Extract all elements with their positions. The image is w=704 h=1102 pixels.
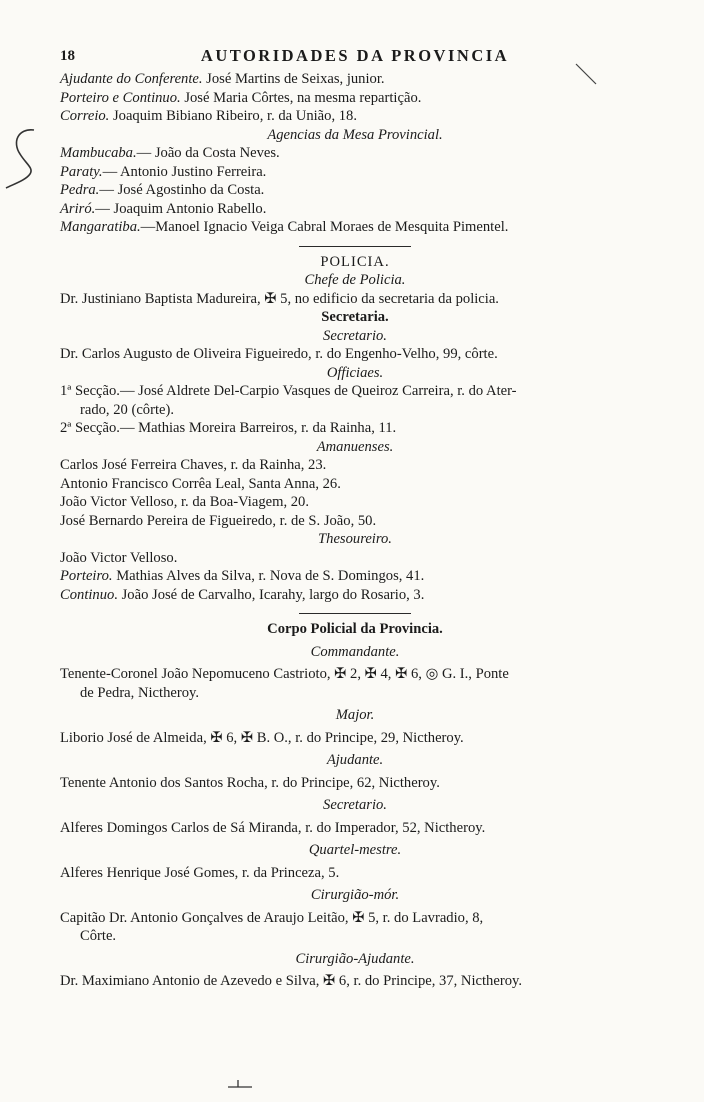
heading-amanuenses: Amanuenses. bbox=[316, 438, 394, 455]
entry-continuo: Continuo. João José de Carvalho, Icarahy, largo do Rosario, 3. bbox=[60, 586, 425, 603]
entry-amanuense: Carlos José Ferreira Chaves, r. da Rainha, 23. bbox=[60, 457, 327, 473]
heading-commandante: Commandante. bbox=[310, 643, 400, 660]
entry-line: Porteiro e Continuo. José Maria Côrtes, na mesma repartição. bbox=[60, 89, 422, 106]
entry-quartel-mestre: Alferes Henrique José Gomes, r. da Princeza, 5. bbox=[60, 864, 340, 881]
entry-secretario-corpo: Alferes Domingos Carlos de Sá Miranda, r. do Imperador, 52, Nictheroy. bbox=[60, 819, 486, 836]
agencia-line: Pedra.— José Agostinho da Costa. bbox=[60, 182, 265, 198]
agencia-line: Paraty.— Antonio Justino Ferreira. bbox=[60, 163, 267, 180]
document-page bbox=[60, 44, 650, 991]
entry-amanuense: José Bernardo Pereira de Figueiredo, r. de S. João, 50. bbox=[60, 512, 377, 529]
bottom-ink-mark bbox=[226, 1078, 256, 1092]
page-header bbox=[60, 44, 650, 70]
entry-porteiro: Porteiro. Mathias Alves da Silva, r. Nova de S. Domingos, 41. bbox=[60, 568, 425, 584]
heading-quartel-mestre: Quartel-mestre. bbox=[308, 842, 402, 858]
entry-line: Correio. Joaquim Bibiano Ribeiro, r. da União, 18. bbox=[60, 108, 357, 124]
heading-ajudante: Ajudante. bbox=[326, 752, 384, 768]
heading-secretaria: Secretaria. bbox=[321, 309, 389, 325]
entry-cirurgiao-ajudante: Dr. Maximiano Antonio de Azevedo e Silva, ✠ 6, r. do Principe, 37, Nictheroy. bbox=[60, 973, 522, 989]
heading-thesoureiro: Thesoureiro. bbox=[318, 531, 392, 547]
section-divider bbox=[299, 246, 411, 247]
entry-chefe: Dr. Justiniano Baptista Madureira, ✠ 5, no edificio da secretaria da policia. bbox=[60, 290, 499, 307]
heading-secretario: Secretario. bbox=[323, 327, 387, 344]
section-heading-agencias: Agencias da Mesa Provincial. bbox=[267, 126, 443, 143]
entry-commandante-cont: de Pedra, Nictheroy. bbox=[80, 684, 200, 701]
entry-amanuense: Antonio Francisco Corrêa Leal, Santa Anna, 26. bbox=[60, 475, 341, 492]
entry-cirurgiao-mor-cont: Côrte. bbox=[80, 928, 117, 944]
entry-cirurgiao-mor: Capitão Dr. Antonio Gonçalves de Araujo Leitão, ✠ 5, r. do Lavradio, 8, bbox=[60, 909, 484, 926]
heading-cirurgiao-mor: Cirurgião-mór. bbox=[310, 887, 400, 903]
section-title-corpo-policial: Corpo Policial da Provincia. bbox=[267, 621, 443, 637]
heading-secretario-corpo: Secretario. bbox=[323, 797, 387, 813]
section-divider bbox=[299, 613, 411, 614]
heading-chefe: Chefe de Policia. bbox=[304, 272, 406, 288]
entry-amanuense: João Victor Velloso, r. da Boa-Viagem, 20. bbox=[60, 494, 310, 510]
handwritten-hook-mark bbox=[4, 126, 44, 196]
entry-thesoureiro: João Victor Velloso. bbox=[60, 549, 178, 566]
heading-cirurgiao-ajudante: Cirurgião-Ajudante. bbox=[295, 950, 415, 967]
entry-line: Ajudante do Conferente. José Martins de Seixas, junior. bbox=[60, 71, 385, 87]
agencia-line: Ariró.— Joaquim Antonio Rabello. bbox=[60, 200, 267, 217]
section-title-policia: POLICIA. bbox=[320, 253, 390, 270]
entry-officiaes-cont: rado, 20 (côrte). bbox=[80, 401, 175, 418]
entry-officiaes: 2ª Secção.— Mathias Moreira Barreiros, r. da Rainha, 11. bbox=[60, 420, 397, 436]
entry-ajudante: Tenente Antonio dos Santos Rocha, r. do Principe, 62, Nictheroy. bbox=[60, 774, 440, 791]
agencia-line: Mambucaba.— João da Costa Neves. bbox=[60, 145, 280, 161]
page-number: 18 bbox=[60, 48, 75, 64]
entry-secretario: Dr. Carlos Augusto de Oliveira Figueiredo, r. do Engenho-Velho, 99, côrte. bbox=[60, 346, 498, 362]
entry-major: Liborio José de Almeida, ✠ 6, ✠ B. O., r. do Principe, 29, Nictheroy. bbox=[60, 729, 464, 746]
running-title: AUTORIDADES DA PROVINCIA bbox=[200, 46, 510, 65]
entry-officiaes: 1ª Secção.— José Aldrete Del-Carpio Vasques de Queiroz Carreira, r. do Ater- bbox=[60, 383, 517, 399]
entry-commandante: Tenente-Coronel João Nepomuceno Castrioto, ✠ 2, ✠ 4, ✠ 6, ◎ G. I., Ponte bbox=[60, 666, 509, 682]
heading-major: Major. bbox=[335, 707, 375, 723]
agencia-line: Mangaratiba.—Manoel Ignacio Veiga Cabral Moraes de Mesquita Pimentel. bbox=[60, 219, 509, 235]
heading-officiaes: Officiaes. bbox=[326, 364, 384, 381]
